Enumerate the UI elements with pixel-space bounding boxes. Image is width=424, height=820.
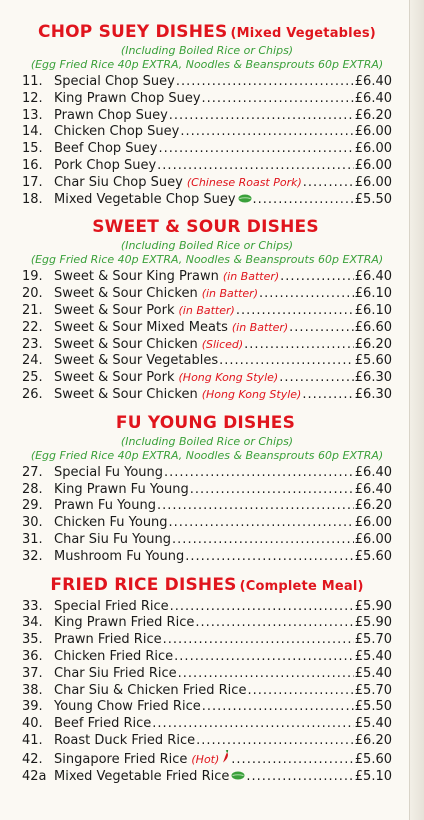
item-note: (Sliced) bbox=[201, 337, 244, 351]
item-number: 27. bbox=[22, 464, 43, 480]
dot-leader bbox=[302, 387, 353, 404]
item-name: Beef Chop Suey bbox=[54, 141, 158, 157]
item-name: Special Fried Rice bbox=[54, 598, 169, 614]
dot-leader bbox=[246, 769, 353, 786]
item-number: 40. bbox=[22, 716, 43, 732]
title-text: CHOP SUEY DISHES bbox=[38, 22, 228, 42]
item-price: £5.60 bbox=[354, 353, 392, 369]
item-number: 30. bbox=[22, 515, 43, 531]
item-name: Sweet & Sour Mixed Meats bbox=[54, 319, 228, 335]
menu-item bbox=[22, 370, 392, 387]
section-subtitle: (Including Boiled Rice or Chips) bbox=[120, 239, 294, 253]
item-price: £6.00 bbox=[354, 141, 392, 157]
item-number: 37. bbox=[22, 665, 43, 681]
menu-item bbox=[22, 615, 392, 632]
section-subtitle: (Including Boiled Rice or Chips) bbox=[120, 44, 294, 57]
item-price: £5.40 bbox=[354, 648, 392, 664]
page-edge bbox=[409, 0, 424, 820]
menu-item bbox=[22, 108, 392, 125]
item-name: Prawn Fu Young bbox=[54, 498, 156, 514]
item-name: Sweet & Sour King Prawn bbox=[54, 269, 219, 285]
item-number: 31. bbox=[22, 531, 43, 547]
item-note: (Hot) bbox=[191, 752, 220, 766]
menu-item-list bbox=[22, 465, 392, 566]
item-price: £6.00 bbox=[354, 531, 392, 547]
item-number: 33. bbox=[22, 598, 43, 614]
item-price: £5.40 bbox=[354, 716, 392, 732]
menu-item bbox=[22, 175, 392, 192]
menu-item bbox=[22, 549, 392, 566]
item-price: £6.30 bbox=[354, 386, 392, 402]
dot-leader bbox=[247, 683, 353, 700]
item-price: £6.20 bbox=[354, 732, 392, 748]
item-note: (in Batter) bbox=[201, 287, 258, 301]
menu-item bbox=[22, 192, 392, 209]
item-number: 18. bbox=[22, 191, 43, 207]
item-price: £5.10 bbox=[354, 768, 392, 784]
item-name: Sweet & Sour Pork bbox=[54, 370, 175, 386]
menu-item-list bbox=[22, 269, 392, 403]
section-fu-young bbox=[22, 413, 392, 566]
item-price: £5.70 bbox=[354, 682, 392, 698]
item-number: 26. bbox=[22, 386, 43, 402]
item-number: 28. bbox=[22, 481, 43, 497]
item-price: £5.40 bbox=[354, 665, 392, 681]
item-name: King Prawn Fu Young bbox=[54, 481, 189, 497]
menu-item-list bbox=[22, 74, 392, 208]
dot-leader bbox=[157, 498, 354, 515]
item-price: £6.00 bbox=[354, 157, 392, 173]
menu-item bbox=[22, 532, 392, 549]
menu-item bbox=[22, 649, 392, 666]
item-name: King Prawn Chop Suey bbox=[54, 90, 201, 106]
dot-leader bbox=[259, 286, 354, 303]
item-price: £6.10 bbox=[354, 302, 392, 318]
menu-item bbox=[22, 683, 392, 700]
dot-leader bbox=[164, 465, 354, 482]
item-name: Sweet & Sour Pork bbox=[54, 302, 175, 318]
item-number: 14. bbox=[22, 124, 43, 140]
item-price: £6.20 bbox=[354, 336, 392, 352]
menu-item bbox=[22, 716, 392, 733]
menu-item bbox=[22, 515, 392, 532]
item-note: (in Batter) bbox=[178, 303, 235, 317]
item-price: £5.70 bbox=[354, 632, 392, 648]
section-title bbox=[22, 22, 392, 44]
section-fried-rice bbox=[22, 575, 392, 786]
item-name: Roast Duck Fried Rice bbox=[54, 732, 196, 748]
menu-page bbox=[22, 22, 392, 794]
item-number: 42. bbox=[22, 751, 43, 767]
dot-leader bbox=[195, 615, 353, 632]
item-number: 25. bbox=[22, 370, 43, 386]
menu-item bbox=[22, 666, 392, 683]
item-name: Mushroom Fu Young bbox=[54, 548, 185, 564]
item-name: Chicken Chop Suey bbox=[54, 124, 180, 140]
item-name: Prawn Chop Suey bbox=[54, 107, 168, 123]
item-number: 11. bbox=[22, 74, 43, 89]
item-note: (Hong Kong Style) bbox=[201, 387, 302, 401]
menu-item bbox=[22, 387, 392, 404]
item-price: £5.90 bbox=[354, 598, 392, 614]
menu-item bbox=[22, 269, 392, 286]
item-number: 22. bbox=[22, 319, 43, 335]
item-price: £6.00 bbox=[354, 515, 392, 531]
item-price: £5.50 bbox=[354, 699, 392, 715]
item-name: Sweet & Sour Chicken bbox=[54, 286, 198, 302]
item-number: 13. bbox=[22, 107, 43, 123]
item-price: £6.10 bbox=[354, 286, 392, 302]
item-number: 17. bbox=[22, 174, 43, 190]
dot-leader bbox=[178, 666, 354, 683]
dot-leader bbox=[170, 599, 354, 616]
section-title bbox=[22, 575, 392, 597]
item-name: Singapore Fried Rice bbox=[54, 751, 188, 767]
dot-leader bbox=[172, 532, 354, 549]
item-number: 21. bbox=[22, 302, 43, 318]
item-name: Chicken Fried Rice bbox=[54, 648, 174, 664]
dot-leader bbox=[176, 74, 354, 91]
section-extras: (Egg Fried Rice 40p EXTRA, Noodles & Beansprouts 60p EXTRA) bbox=[30, 448, 384, 462]
item-name: Special Fu Young bbox=[54, 464, 164, 480]
item-price: £5.50 bbox=[354, 191, 392, 207]
item-name: Sweet & Sour Chicken bbox=[54, 336, 198, 352]
menu-item bbox=[22, 482, 392, 499]
menu-item bbox=[22, 769, 392, 786]
section-title bbox=[22, 217, 392, 239]
item-name: Pork Chop Suey bbox=[54, 157, 157, 173]
dot-leader bbox=[152, 716, 353, 733]
item-price: £6.40 bbox=[354, 74, 392, 89]
menu-item bbox=[22, 303, 392, 320]
title-suffix: (Mixed Vegetables) bbox=[230, 26, 376, 41]
item-number: 15. bbox=[22, 141, 43, 157]
item-price: £6.00 bbox=[354, 174, 392, 190]
item-number: 36. bbox=[22, 648, 43, 664]
menu-item bbox=[22, 465, 392, 482]
item-note: (Chinese Roast Pork) bbox=[186, 175, 302, 189]
item-number: 24. bbox=[22, 353, 43, 369]
menu-item bbox=[22, 74, 392, 91]
menu-item bbox=[22, 337, 392, 354]
item-number: 39. bbox=[22, 699, 43, 715]
menu-item bbox=[22, 141, 392, 158]
item-name: Sweet & Sour Chicken bbox=[54, 386, 198, 402]
item-name: Sweet & Sour Vegetables bbox=[54, 353, 219, 369]
section-subtitle: (Including Boiled Rice or Chips) bbox=[120, 434, 294, 448]
item-note: (in Batter) bbox=[231, 320, 289, 334]
section-extras: (Egg Fried Rice 40p EXTRA, Noodles & Beansprouts 60p EXTRA) bbox=[30, 253, 384, 267]
item-name: Beef Fried Rice bbox=[54, 716, 152, 732]
menu-item-list bbox=[22, 599, 392, 786]
dot-leader bbox=[303, 175, 354, 192]
item-price: £6.30 bbox=[354, 370, 392, 386]
menu-item bbox=[22, 498, 392, 515]
section-chop-suey bbox=[22, 22, 392, 208]
menu-item bbox=[22, 124, 392, 141]
dot-leader bbox=[280, 269, 354, 286]
item-price: £6.40 bbox=[354, 269, 392, 285]
vegetarian-leaf-icon bbox=[231, 771, 245, 780]
item-name: Char Siu & Chicken Fried Rice bbox=[54, 682, 247, 698]
item-number: 20. bbox=[22, 286, 43, 302]
menu-item bbox=[22, 91, 392, 108]
title-text: FU YOUNG DISHES bbox=[115, 412, 296, 433]
item-note: (in Batter) bbox=[222, 270, 280, 284]
item-name: Char Siu Fried Rice bbox=[54, 665, 177, 681]
menu-item bbox=[22, 733, 392, 750]
menu-item bbox=[22, 632, 392, 649]
section-title bbox=[22, 413, 392, 435]
dot-leader bbox=[185, 549, 354, 566]
item-name: Mixed Vegetable Fried Rice bbox=[54, 768, 230, 784]
dot-leader bbox=[196, 733, 354, 750]
item-number: 42a bbox=[22, 768, 47, 784]
item-name: Mixed Vegetable Chop Suey bbox=[54, 191, 236, 207]
dot-leader bbox=[289, 320, 354, 337]
dot-leader bbox=[202, 699, 354, 716]
title-text: FRIED RICE DISHES bbox=[50, 574, 237, 595]
menu-item bbox=[22, 599, 392, 616]
dot-leader bbox=[219, 353, 354, 370]
item-price: £5.60 bbox=[354, 751, 392, 767]
section-sweet-sour bbox=[22, 217, 392, 403]
item-name: Special Chop Suey bbox=[54, 74, 175, 89]
item-number: 29. bbox=[22, 498, 43, 514]
dot-leader bbox=[169, 515, 354, 532]
item-price: £6.60 bbox=[354, 319, 392, 335]
menu-item bbox=[22, 353, 392, 370]
dot-leader bbox=[244, 337, 354, 354]
dot-leader bbox=[157, 158, 354, 175]
item-price: £5.90 bbox=[354, 615, 392, 631]
vegetarian-leaf-icon bbox=[238, 194, 252, 203]
dot-leader bbox=[202, 91, 354, 108]
item-price: £6.00 bbox=[354, 124, 392, 140]
item-price: £6.20 bbox=[354, 107, 392, 123]
menu-item bbox=[22, 320, 392, 337]
dot-leader bbox=[180, 124, 353, 141]
item-number: 35. bbox=[22, 632, 43, 648]
title-suffix: (Complete Meal) bbox=[239, 578, 364, 594]
item-name: Chicken Fu Young bbox=[54, 515, 168, 531]
item-price: £5.60 bbox=[354, 548, 392, 564]
dot-leader bbox=[169, 108, 354, 125]
chili-pepper-icon bbox=[221, 750, 230, 763]
dot-leader bbox=[231, 752, 353, 769]
item-number: 38. bbox=[22, 682, 43, 698]
item-number: 12. bbox=[22, 90, 43, 106]
item-price: £6.40 bbox=[354, 90, 392, 106]
item-number: 34. bbox=[22, 615, 43, 631]
item-number: 16. bbox=[22, 157, 43, 173]
item-name: Char Siu Chop Suey bbox=[54, 174, 183, 190]
menu-item bbox=[22, 750, 392, 769]
item-number: 23. bbox=[22, 336, 43, 352]
item-price: £6.40 bbox=[354, 481, 392, 497]
dot-leader bbox=[253, 192, 354, 209]
item-name: King Prawn Fried Rice bbox=[54, 615, 195, 631]
dot-leader bbox=[174, 649, 354, 666]
item-note: (Hong Kong Style) bbox=[178, 371, 279, 385]
section-extras: (Egg Fried Rice 40p EXTRA, Noodles & Beansprouts 60p EXTRA) bbox=[30, 58, 384, 71]
item-price: £6.20 bbox=[354, 498, 392, 514]
menu-item bbox=[22, 286, 392, 303]
menu-item bbox=[22, 699, 392, 716]
dot-leader bbox=[163, 632, 354, 649]
dot-leader bbox=[279, 370, 354, 387]
item-name: Char Siu Fu Young bbox=[54, 531, 172, 547]
item-number: 41. bbox=[22, 732, 43, 748]
item-name: Prawn Fried Rice bbox=[54, 632, 162, 648]
menu-item bbox=[22, 158, 392, 175]
item-number: 32. bbox=[22, 548, 43, 564]
item-price: £6.40 bbox=[354, 464, 392, 480]
title-text: SWEET & SOUR DISHES bbox=[92, 217, 319, 238]
item-name: Young Chow Fried Rice bbox=[54, 699, 201, 715]
dot-leader bbox=[158, 141, 353, 158]
item-number: 19. bbox=[22, 269, 43, 285]
dot-leader bbox=[190, 482, 354, 499]
dot-leader bbox=[236, 303, 354, 320]
